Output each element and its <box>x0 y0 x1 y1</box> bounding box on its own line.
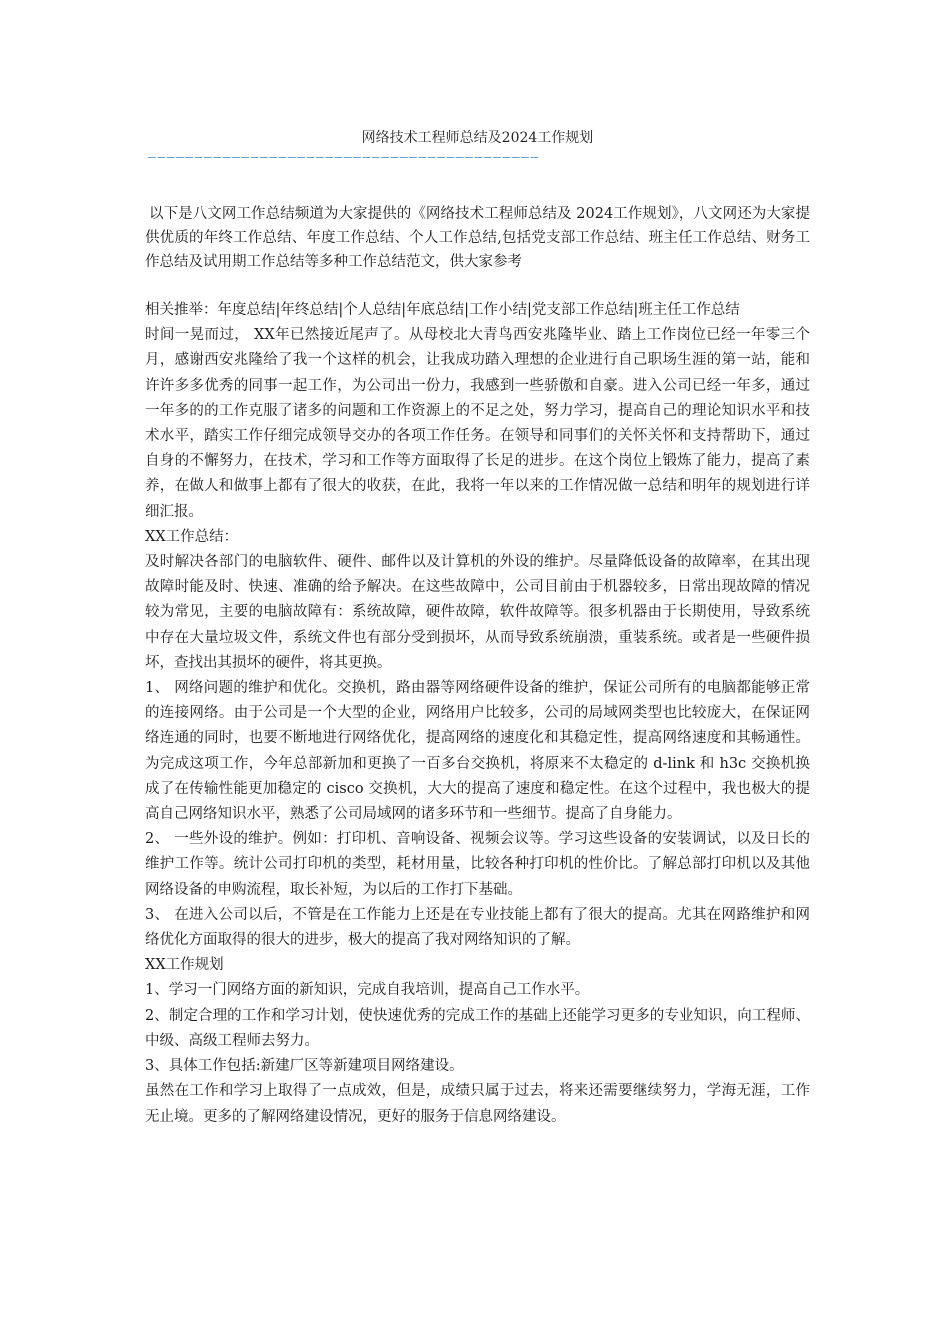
main-content <box>145 298 810 1130</box>
paragraph-closing: 虽然在工作和学习上取得了一点成效，但是，成绩只属于过去，将来还需要继续努力，学海无涯，工作无止境。更多的了解网络建设情况，更好的服务于信息网络建设。 <box>145 1083 810 1125</box>
heading-summary: XX工作总结： <box>145 528 239 545</box>
title-divider: —————————————————————————————————————————— <box>148 150 540 165</box>
plan-item-3: 3、具体工作包括:新建厂区等新建项目网络建设。 <box>145 1058 464 1075</box>
intro-block <box>145 202 810 274</box>
paragraph-item-1: 1、 网络问题的维护和优化。交换机，路由器等网络硬件设备的维护，保证公司所有的电脑都能够正常的连接网络。由于公司是一个大型的企业，网络用户比较多，公司的局域网类型也比较庞大，在保证网络连通的同时，也要不断地进行网络优化，提高网络的速度化和其稳定性，提高网络速度和其畅通性。为完成这项工作，今年总部新加和更换了一百多台交换机，将原来不太稳定的 d-link 和 h3c 交换机换成了在传输性能更加稳定的 cisco 交换机，大大的提高了速度和稳定性。在这个过程中，我也极大的提高自己网络知识水平，熟悉了公司局域网的诸多环节和一些细节。提高了自身能力。 <box>145 680 810 823</box>
intro-paragraph: 以下是八文网工作总结频道为大家提供的《网络技术工程师总结及 2024工作规划》，八文网还为大家提供优质的年终工作总结、年度工作总结、个人工作总结,包括党支部工作总结、班主任工作总结、财务工作总结及试用期工作总结等多种工作总结范文，供大家参考 <box>145 206 810 270</box>
plan-item-1: 1、学习一门网络方面的新知识，完成自我培训，提高自己工作水平。 <box>145 982 590 999</box>
related-recommendations: 相关推举：年度总结|年终总结|个人总结|年底总结|工作小结|党支部工作总结|班主任工作总结 <box>145 302 740 318</box>
heading-plan: XX工作规划 <box>145 957 224 974</box>
paragraph-item-3: 3、 在进入公司以后，不管是在工作能力上还是在专业技能上都有了很大的提高。尤其在网路维护和网络优化方面取得的很大的进步，极大的提高了我对网络知识的了解。 <box>145 906 810 949</box>
paragraph-maintenance: 及时解决各部门的电脑软件、硬件、邮件以及计算机的外设的维护。尽量降低设备的故障率，在其出现故障时能及时、快速、准确的给予解决。在这些故障中，公司目前由于机器较多，日常出现故障的情况较为常见，主要的电脑故障有：系统故障，硬件故障，软件故障等。很多机器由于长期使用，导致系统中存在大量垃圾文件，系统文件也有部分受到损坏，从而导致系统崩溃，重装系统。或者是一些硬件损坏，查找出其损坏的硬件，将其更换。 <box>145 554 810 671</box>
paragraph-item-2: 2、 一些外设的维护。例如：打印机、音响设备、视频会议等。学习这些设备的安装调试，以及日长的维护工作等。统计公司打印机的类型，耗材用量，比较各种打印机的性价比。了解总部打印机以及其他网络设备的申购流程，取长补短，为以后的工作打下基础。 <box>145 831 810 898</box>
paragraph-opening: 时间一晃而过， XX年已然接近尾声了。从母校北大青鸟西安兆隆毕业、踏上工作岗位已经一年零三个月，感谢西安兆隆给了我一个这样的机会，让我成功踏入理想的企业进行自己职场生涯的第一站，能和许许多多优秀的同事一起工作，为公司出一份力，我感到一些骄傲和自豪。进入公司已经一年多，通过一年多的的工作克服了诸多的问题和工作资源上的不足之处，努力学习，提高自己的理论知识水平和技术水平，踏实工作仔细完成领导交办的各项工作任务。在领导和同事们的关怀关怀和支持帮助下，通过自身的不懈努力，在技术，学习和工作等方面取得了长足的进步。在这个岗位上锻炼了能力，提高了素养，在做人和做事上都有了很大的收获，在此，我将一年以来的工作情况做一总结和明年的规划进行详细汇报。 <box>145 327 810 520</box>
plan-item-2: 2、制定合理的工作和学习计划，使快速优秀的完成工作的基础上还能学习更多的专业知识，向工程师、中级、高级工程师去努力。 <box>145 1007 810 1049</box>
document-title: 网络技术工程师总结及2024工作规划 <box>361 130 594 146</box>
